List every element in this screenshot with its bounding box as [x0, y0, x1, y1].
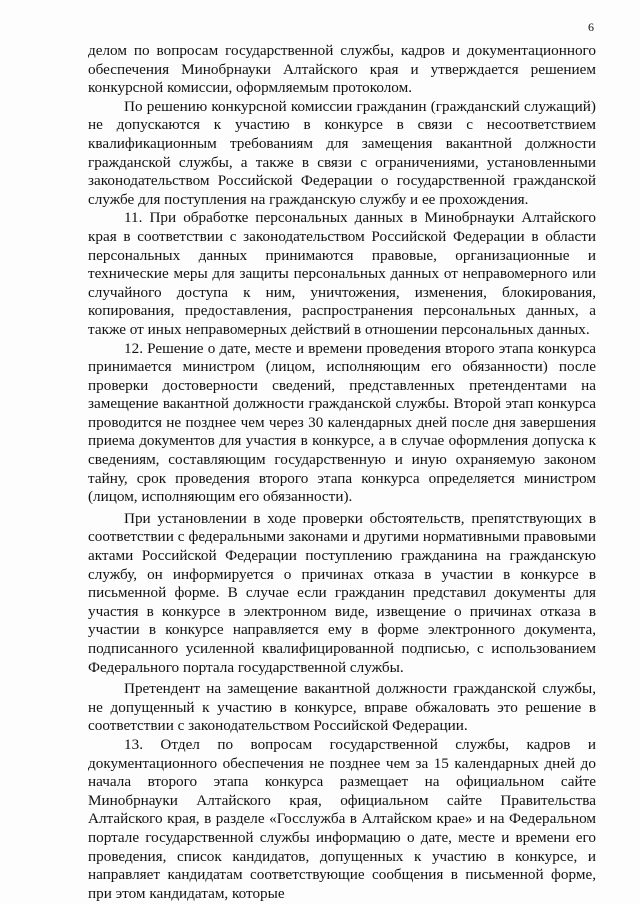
- document-body: [88, 42, 596, 903]
- paragraph-appeal: Претендент на замещение вакантной должности гражданской службы, не допущенный к участию в конкурсе, вправе обжаловать это решение в соответствии с законодательством Российской Федерации.: [88, 680, 596, 735]
- paragraph-section-12: 12. Решение о дате, месте и времени проведения второго этапа конкурса принимается министром (лицом, исполняющим его обязанности) после проверки достоверности сведений, представленных претендентами на замещение вакантной должности гражданской службы. Второй этап конкурса проводится не позднее чем через 30 календарных дней после дня завершения приема документов для участия в конкурсе, а в случае оформления допуска к сведениям, составляющим государственную и иную охраняемую законом тайну, срок проведения второго этапа конкурса определяется министром (лицом, исполняющим его обязанности).: [88, 339, 596, 506]
- paragraph-continuation: делом по вопросам государственной службы, кадров и документационного обеспечения Минобрнауки Алтайского края и утверждается решением конкурсной комиссии, оформляемым протоколом.: [88, 42, 596, 97]
- paragraph-section-13: 13. Отдел по вопросам государственной службы, кадров и документационного обеспечения не позднее чем за 15 календарных дней до начала второго этапа конкурса размещает на официальном сайте Минобрнауки Алтайского края, официальном сайте Правительства Алтайского края, в разделе «Госслужба в Алтайском крае» и на Федеральном портале государственной службы информацию о дате, месте и времени его проведения, список кандидатов, допущенных к участию в конкурсе, и направляет кандидатам соответствующие сообщения в письменной форме, при этом кандидатам, которые: [88, 735, 596, 902]
- paragraph-commission-decision: По решению конкурсной комиссии гражданин (гражданский служащий) не допускаются к участию в конкурсе в связи с несоответствием квалификационным требованиям для замещения вакантной должности гражданской службы, а также в связи с ограничениями, установленными законодательством Российской Федерации о государственной гражданской службе для поступления на гражданскую службу и ее прохождения.: [88, 97, 596, 208]
- paragraph-refusal-notice: При установлении в ходе проверки обстоятельств, препятствующих в соответствии с федеральными законами и другими нормативными правовыми актами Российской Федерации поступлению гражданина на гражданскую службу, он информируется о причинах отказа в участии в конкурсе в письменной форме. В случае если гражданин представил документы для участия в конкурсе в электронном виде, извещение о причинах отказа в участии в конкурсе направляется ему в форме электронного документа, подписанного усиленной квалифицированной подписью, с использованием Федерального портала государственной службы.: [88, 509, 596, 676]
- page-number: 6: [588, 20, 594, 34]
- paragraph-section-11: 11. При обработке персональных данных в Минобрнауки Алтайского края в соответствии с законодательством Российской Федерации в области персональных данных принимаются правовые, организационные и технические меры для защиты персональных данных от неправомерного или случайного доступа к ним, уничтожения, изменения, блокирования, копирования, предоставления, распространения персональных данных, а также от иных неправомерных действий в отношении персональных данных.: [88, 209, 596, 338]
